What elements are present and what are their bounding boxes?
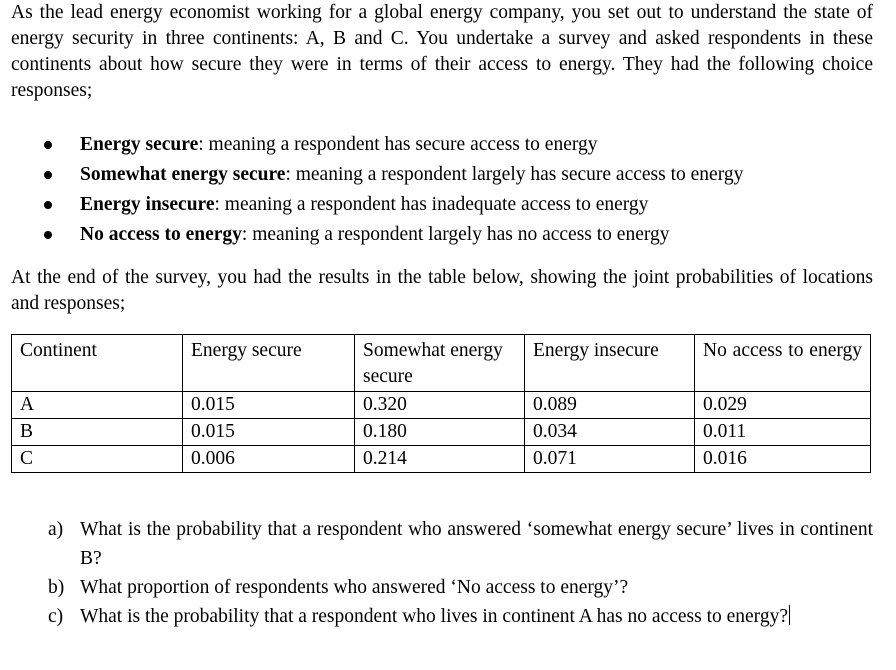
column-header: No access to energy: [695, 335, 871, 392]
table-cell: 0.214: [355, 446, 525, 473]
table-cell: C: [12, 446, 183, 473]
table-row: [12, 446, 871, 473]
bullet-icon: [44, 231, 52, 239]
choice-term: Energy insecure: [80, 194, 215, 215]
bullet-icon: [44, 201, 52, 209]
table-cell: 0.016: [695, 446, 871, 473]
table-cell: A: [12, 392, 183, 419]
summary-paragraph: At the end of the survey, you had the results in the table below, showing the joint probabilities of locations and responses;: [11, 267, 873, 314]
choice-item: [44, 130, 743, 160]
question-label: b): [48, 577, 65, 598]
bullet-icon: [44, 171, 52, 179]
table-cell: B: [12, 419, 183, 446]
joint-probability-table: [11, 334, 871, 473]
column-header: Somewhat energy secure: [355, 335, 525, 392]
choice-definition: : meaning a respondent has secure access to energy: [198, 134, 598, 155]
column-header: Continent: [12, 335, 183, 392]
bullet-icon: [44, 141, 52, 149]
question-text: What is the probability that a respondent who answered ‘somewhat energy secure’ lives in continent B?: [80, 519, 873, 569]
intro-paragraph: As the lead energy economist working for a global energy company, you set out to understand the state of energy security in three continents: A, B and C. You undertake a survey and asked respondents in these continents about how secure they were in terms of their access to energy. They had the following choice responses;: [11, 2, 873, 101]
choice-item: [44, 220, 743, 250]
table-cell: 0.034: [525, 419, 695, 446]
choice-list: [44, 130, 743, 250]
table-cell: 0.180: [355, 419, 525, 446]
question-item: [48, 573, 873, 602]
table-cell: 0.015: [183, 419, 355, 446]
choice-item: [44, 160, 743, 190]
table-cell: 0.015: [183, 392, 355, 419]
choice-definition: : meaning a respondent largely has secure access to energy: [285, 164, 744, 185]
choice-term: Somewhat energy secure: [80, 164, 286, 185]
choice-definition: : meaning a respondent has inadequate access to energy: [214, 194, 649, 215]
question-item: [48, 515, 873, 573]
table-row: [12, 392, 871, 419]
table-cell: 0.071: [525, 446, 695, 473]
table-cell: 0.320: [355, 392, 525, 419]
table-cell: 0.011: [695, 419, 871, 446]
choice-definition: : meaning a respondent largely has no access to energy: [241, 224, 670, 245]
question-label: a): [48, 519, 64, 540]
question-item: [48, 602, 873, 631]
text-cursor: [789, 605, 790, 625]
table-cell: 0.006: [183, 446, 355, 473]
table-cell: 0.089: [525, 392, 695, 419]
choice-item: [44, 190, 743, 220]
table-row: [12, 419, 871, 446]
question-label: c): [48, 606, 64, 627]
question-text: What proportion of respondents who answered ‘No access to energy’?: [80, 577, 629, 598]
question-list: [48, 515, 873, 631]
choice-term: Energy secure: [80, 134, 199, 155]
table-cell: 0.029: [695, 392, 871, 419]
table-header-row: [12, 335, 871, 392]
choice-term: No access to energy: [80, 224, 242, 245]
column-header: Energy secure: [183, 335, 355, 392]
column-header: Energy insecure: [525, 335, 695, 392]
question-text: What is the probability that a respondent who lives in continent A has no access to energy?: [80, 606, 788, 627]
